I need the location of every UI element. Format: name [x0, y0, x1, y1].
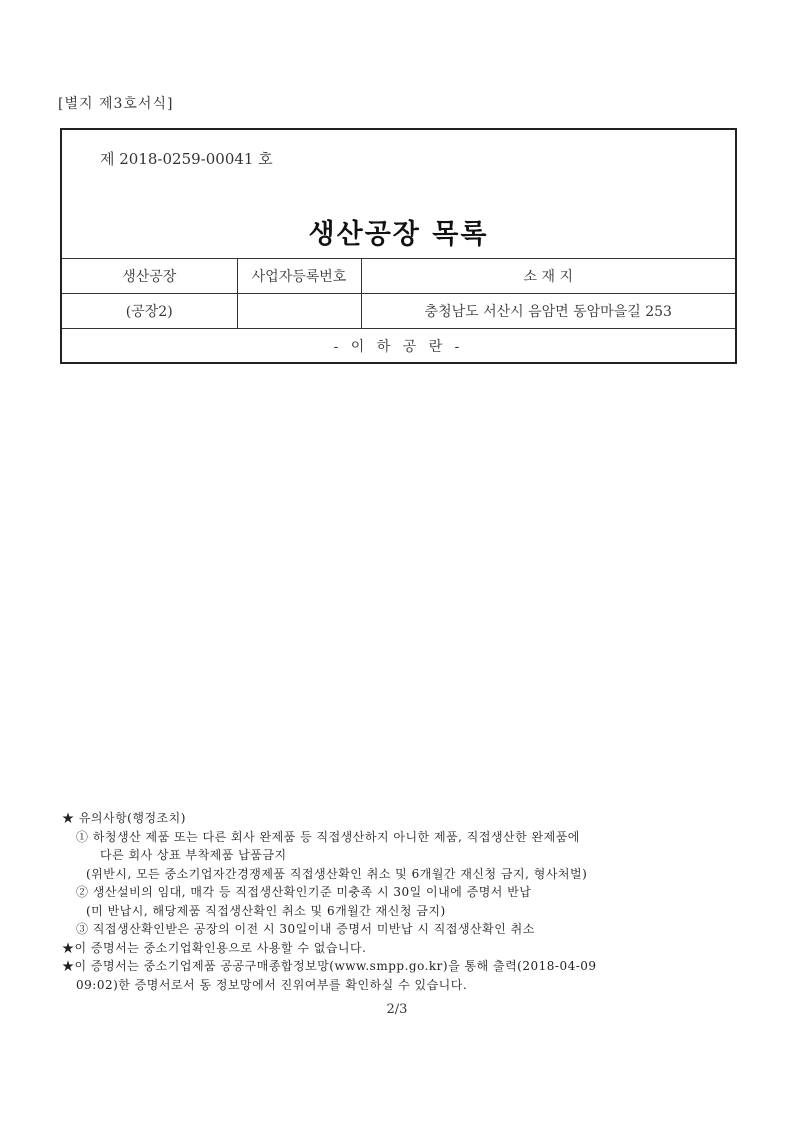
table-header-row	[62, 259, 735, 294]
header-location: 소 재 지	[361, 259, 735, 294]
header-factory: 생산공장	[62, 259, 237, 294]
table-row	[62, 294, 735, 329]
notes-heading: ★ 유의사항(행정조치)	[62, 811, 186, 825]
note-item-1-line-1: ① 하청생산 제품 또는 다른 회사 완제품 등 직접생산하지 아니한 제품, 직접생산한 완제품에	[76, 829, 580, 844]
page-number: 2/3	[386, 1002, 408, 1017]
table-end-row	[62, 329, 735, 363]
cell-business-number	[237, 294, 361, 329]
certificate-number: 제 2018-0259-00041 호	[100, 150, 273, 168]
note-item-2-line-1: ② 생산설비의 임대, 매각 등 직접생산확인기준 미충족 시 30일 이내에 증명서 반납	[76, 885, 532, 899]
note-star-3-line-2: 09:02)한 증명서로서 동 정보망에서 진위여부를 확인하실 수 있습니다.	[76, 977, 468, 992]
end-of-list-text: - 이 하 공 란 -	[62, 329, 735, 363]
factory-table	[62, 258, 735, 362]
note-star-2: ★이 증명서는 중소기업확인용으로 사용할 수 없습니다.	[62, 940, 367, 955]
notes-section	[62, 809, 762, 994]
header-business-number: 사업자등록번호	[237, 259, 361, 294]
document-title: 생산공장 목록	[308, 219, 489, 250]
cell-location: 충청남도 서산시 음암면 동암마을길 253	[361, 294, 735, 329]
note-item-3-line-1: ③ 직접생산확인받은 공장의 이전 시 30일이내 증명서 미반납 시 직접생산확인 취소	[76, 922, 535, 936]
note-item-1-line-2: 다른 회사 상표 부착제품 납품금지	[100, 848, 287, 862]
note-star-3-line-1: ★이 증명서는 중소기업제품 공공구매종합정보망(www.smpp.go.kr)을 통해 출력(2018-04-09	[62, 959, 597, 973]
form-label: [별지 제3호서식]	[58, 96, 174, 112]
cell-factory: (공장2)	[62, 294, 237, 329]
note-item-2-line-2: (미 반납시, 해당제품 직접생산확인 취소 및 6개월간 재신청 금지)	[86, 903, 446, 918]
note-item-1-line-3: (위반시, 모든 중소기업자간경쟁제품 직접생산확인 취소 및 6개월간 재신청 금지, 형사처벌)	[86, 866, 588, 881]
factory-list-box	[60, 128, 737, 364]
